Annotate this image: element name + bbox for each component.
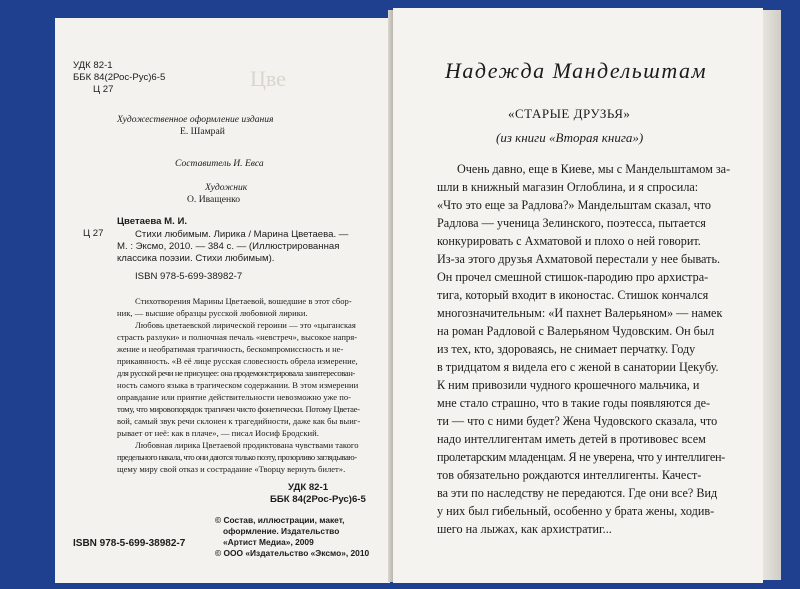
text-line: «Что это еще за Радлова?» Мандельштам сказал, что bbox=[437, 198, 711, 212]
annotation-line: Стихотворения Марины Цветаевой, вошедшие в этот сбор- bbox=[135, 296, 352, 306]
record-isbn: ISBN 978-5-699-38982-7 bbox=[135, 271, 243, 282]
bbk-code: ББК 84(2Рос-Рус)6-5 bbox=[73, 72, 166, 83]
record-author: Цветаева М. И. bbox=[117, 216, 188, 227]
text-line: на роман Радловой с Валерьяном Чудовским. Он был bbox=[437, 324, 715, 338]
copyright-line: «Артист Медиа», 2009 bbox=[223, 537, 314, 547]
text-line: ти — что с ними будет? Жена Чудовского сказала, что bbox=[437, 414, 718, 428]
artist-name: О. Иващенко bbox=[187, 194, 241, 205]
compiler: Составитель И. Евса bbox=[175, 158, 264, 169]
text-line: у них был гибельный, особенно у брата жены, ходив- bbox=[437, 504, 715, 518]
text-line: в тридцатом я видела его с женой в санатории Цекубу. bbox=[437, 360, 719, 374]
text-line: пролетарским младенцам. Я не уверена, что у интеллиген- bbox=[437, 450, 725, 464]
text-line: Он прочел смешной стишок-пародию про архистра- bbox=[437, 270, 709, 284]
text-line: конкурировать с Ахматовой и плохо о ней говорит. bbox=[437, 234, 701, 248]
record-desc-line: Стихи любимым. Лирика / Марина Цветаева. — bbox=[135, 229, 349, 240]
author-mark: Ц 27 bbox=[93, 84, 114, 95]
record-code: Ц 27 bbox=[83, 228, 104, 239]
left-page bbox=[55, 18, 390, 583]
cover-edge bbox=[781, 10, 800, 580]
annotation-line: страсть разлуки» и полночная печаль «невстреч», высокое напря- bbox=[117, 332, 358, 342]
chapter-subtitle: (из книги «Вторая книга») bbox=[496, 130, 644, 145]
bleed-through-text: Цве bbox=[250, 66, 286, 91]
udk-code-bottom: УДК 82-1 bbox=[288, 482, 329, 493]
record-desc-line: М. : Эксмо, 2010. — 384 с. — (Иллюстрированная bbox=[117, 241, 340, 252]
right-page bbox=[393, 8, 763, 583]
udk-code: УДК 82-1 bbox=[73, 60, 113, 71]
copyright-line: © Состав, иллюстрации, макет, bbox=[215, 515, 345, 525]
text-line: Радлова — ученица Зелинского, поэтесса, пытается bbox=[437, 216, 706, 230]
text-line: мне стало страшно, что в такие годы появляются де- bbox=[437, 396, 711, 410]
text-line: из тех, кто, здороваясь, не снимает перчатку. Году bbox=[437, 342, 696, 356]
design-label: Художественное оформление издания bbox=[117, 114, 274, 125]
annotation-line: оправдание или приятие действительности невозможно уже по- bbox=[117, 392, 352, 402]
annotation-line: ник, — высшие образцы русской любовной лирики. bbox=[117, 308, 308, 318]
design-name: Е. Шамрай bbox=[180, 126, 225, 137]
annotation-line: тому, что мировопорядок трагичен чисто фонетически. Потому Цветае- bbox=[117, 404, 360, 414]
copyright-line: © ООО «Издательство «Эксмо», 2010 bbox=[215, 548, 370, 558]
chapter-author: Надежда Мандельштам bbox=[445, 58, 708, 83]
text-line: Очень давно, еще в Киеве, мы с Мандельштамом за- bbox=[457, 162, 731, 176]
text-line: многозначительным: «И пахнет Валерьяном» — намек bbox=[437, 306, 723, 320]
annotation-line: для русской речи не присущее: она продемонстрировала заинтересован- bbox=[117, 368, 355, 378]
artist-label: Художник bbox=[205, 182, 248, 193]
text-line: Из-за этого друзья Ахматовой перестали у нее бывать. bbox=[437, 252, 721, 266]
text-line: шего на лыжах, как архистратиг... bbox=[437, 522, 612, 536]
isbn: ISBN 978-5-699-38982-7 bbox=[73, 538, 186, 549]
text-line: ва эти по наследству не передаются. Где они все? Вид bbox=[437, 486, 718, 500]
page-edges bbox=[763, 10, 781, 580]
chapter-title: «СТАРЫЕ ДРУЗЬЯ» bbox=[508, 106, 631, 121]
text-line: тов обязательно рождаются интеллигенты. Качест- bbox=[437, 468, 702, 482]
text-line: надо интеллигентам иметь детей в противовес всем bbox=[437, 432, 706, 446]
annotation-line: ность самого языка в трагическом содержании. В этом измерении bbox=[117, 380, 359, 390]
annotation-line: Любовная лирика Цветаевой продиктована чувствами такого bbox=[135, 440, 359, 450]
annotation-line: прикаянность. «В её лице русская словесность обрела измерение, bbox=[117, 356, 358, 366]
annotation-line: вой, самый звук речи склонен к трагедийности, даже как бы выиг- bbox=[117, 416, 361, 426]
text-line: К ним привозили чудного крошечного мальчика, и bbox=[437, 378, 700, 392]
annotation-line: щему миру свой отказ и сострадание «Творцу вернуть билет». bbox=[117, 464, 346, 474]
annotation-line: предельного накала, что они даются только поэту, прозорливо заглядываю- bbox=[117, 452, 357, 462]
annotation-line: жение и необратимая трагичность, бескомпромиссность и не- bbox=[117, 344, 344, 354]
annotation-line: Любовь цветаевской лирической героини — это «цыганская bbox=[135, 320, 356, 330]
copyright-line: оформление. Издательство bbox=[223, 526, 340, 536]
record-desc-line: классика поэзии. Стихи любимым). bbox=[117, 253, 275, 264]
text-line: тига, который входит в иконостас. Стишок кончался bbox=[437, 288, 709, 302]
annotation-line: рывает от неё: как в плаче», — писал Иосиф Бродский. bbox=[117, 428, 319, 438]
text-line: шли в книжный магазин Оглоблина, и я спросила: bbox=[437, 180, 699, 194]
bbk-code-bottom: ББК 84(2Рос-Рус)6-5 bbox=[270, 494, 366, 505]
